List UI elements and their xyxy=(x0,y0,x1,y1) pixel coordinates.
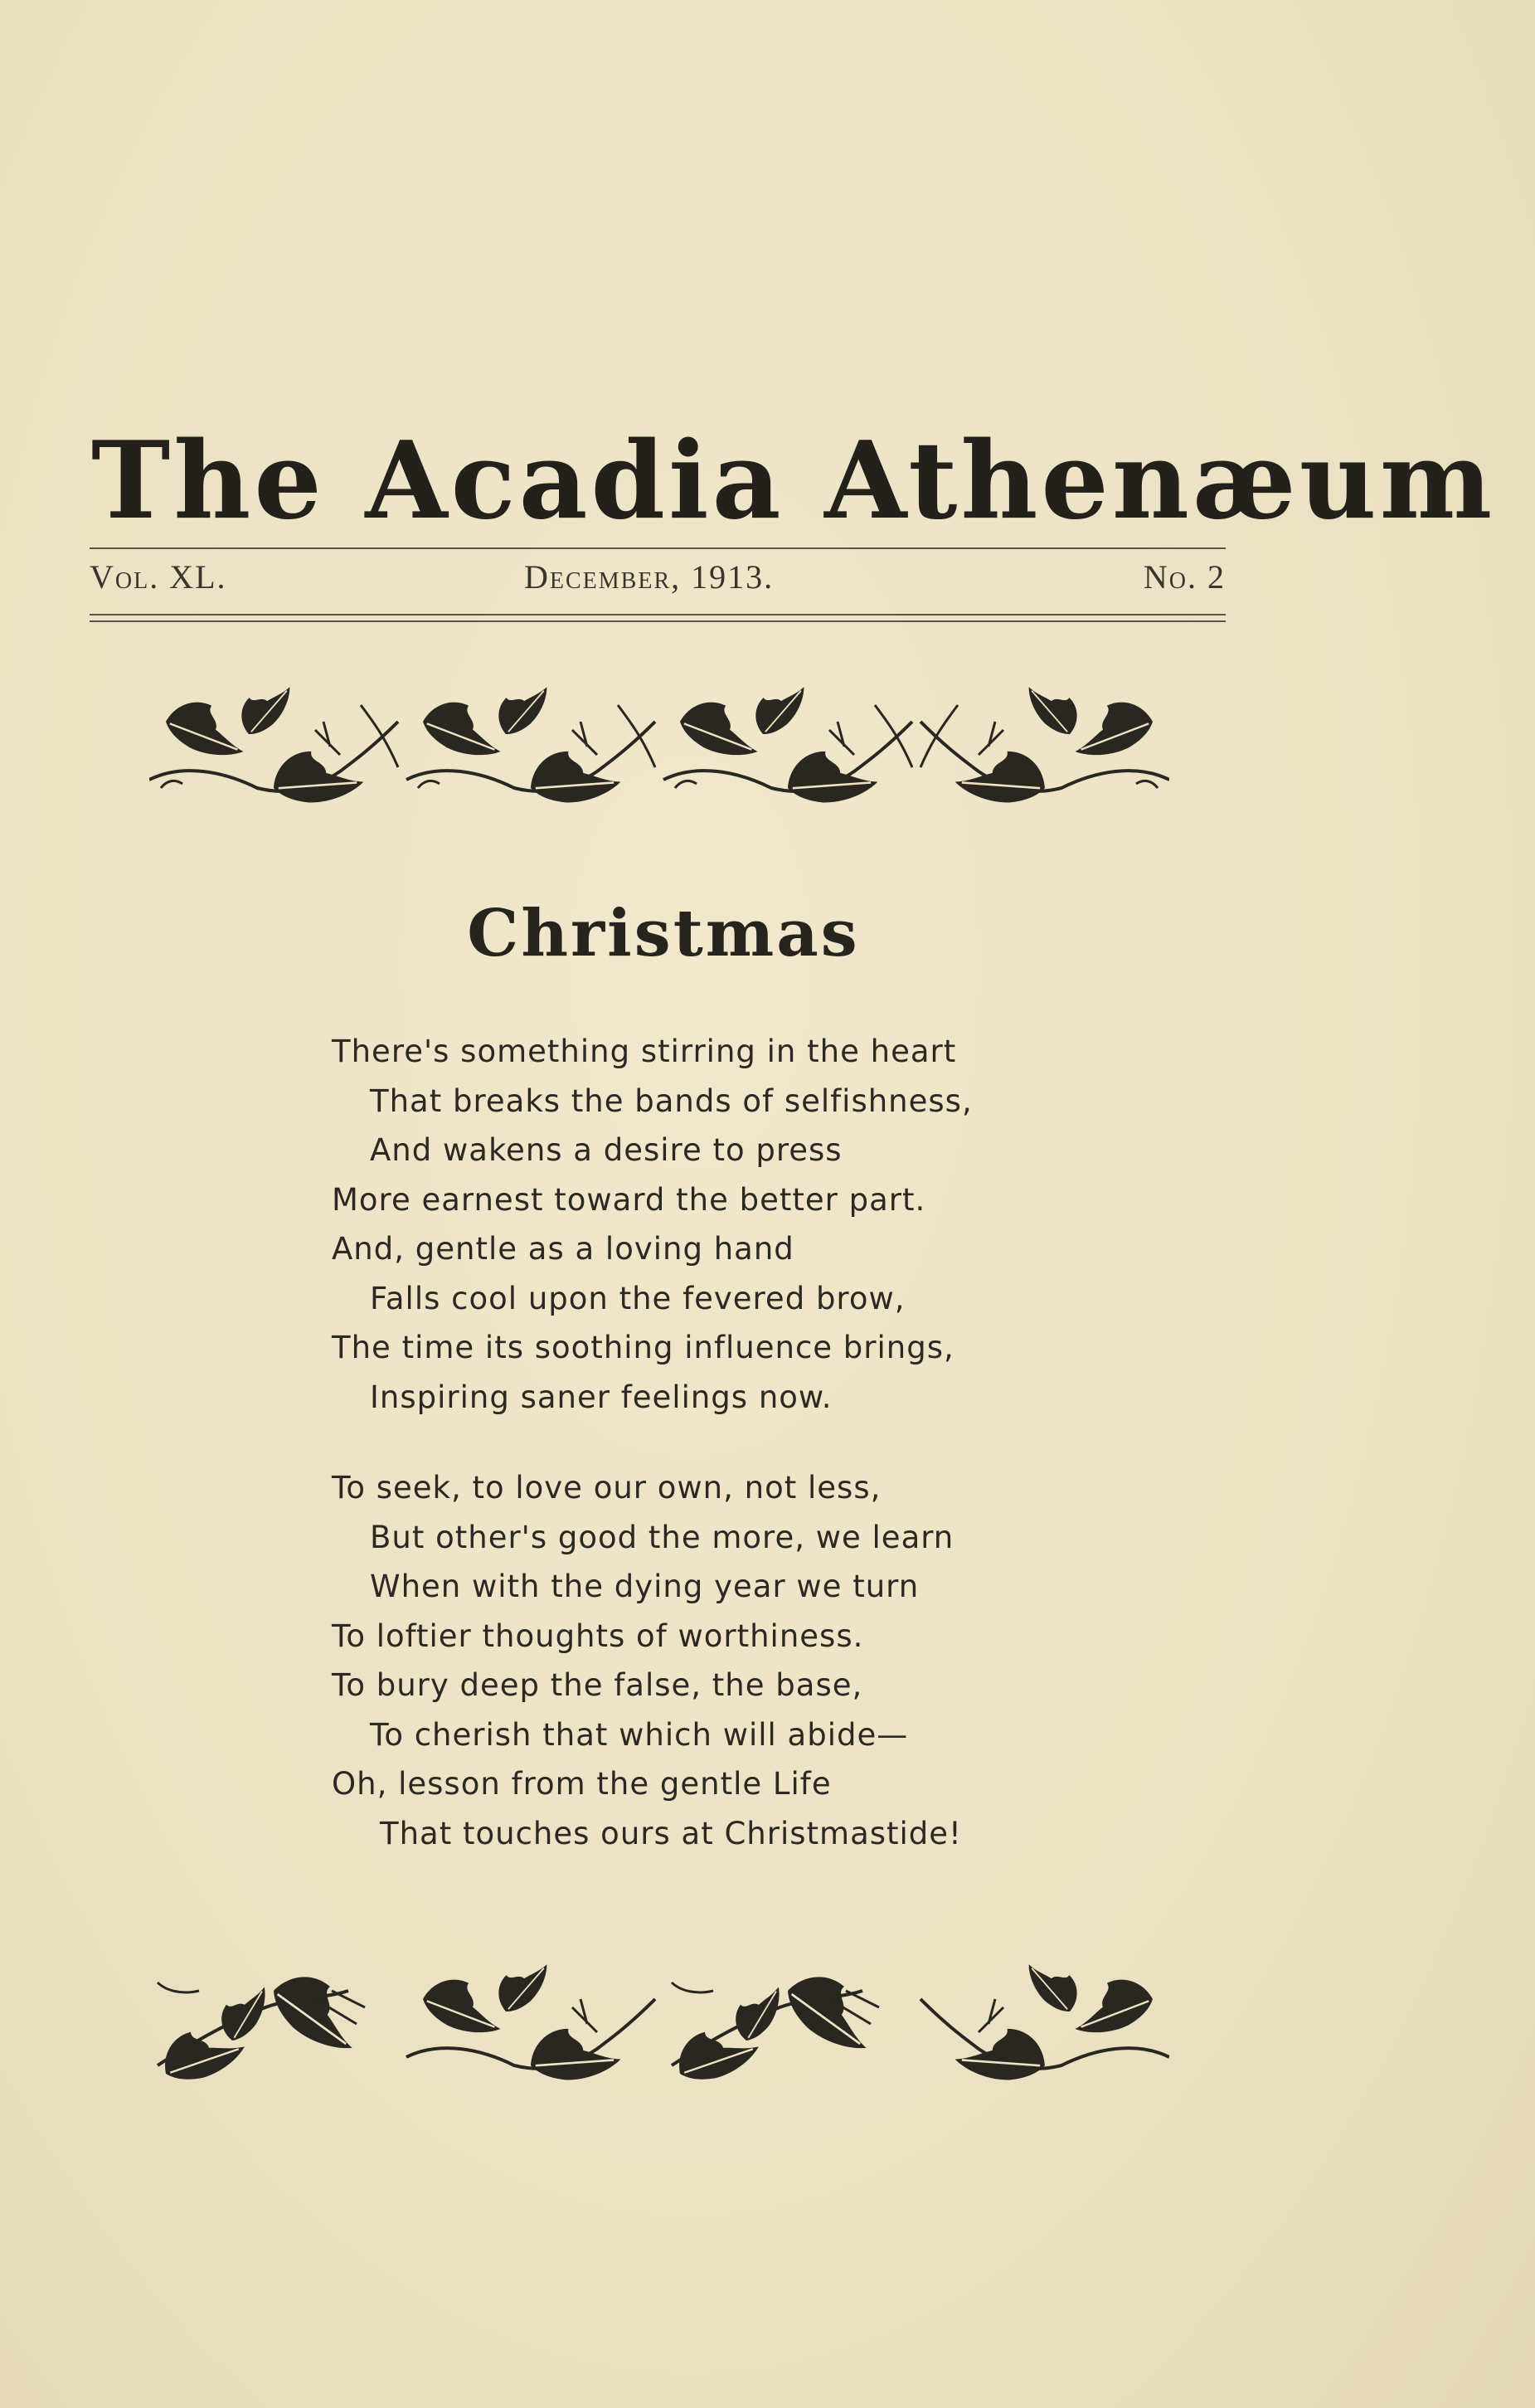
poem-line: That touches ours at Christmastide! xyxy=(380,1815,962,1851)
poem-line: That breaks the bands of selfishness, xyxy=(370,1082,973,1119)
poem-line: To bury deep the false, the base, xyxy=(332,1667,863,1703)
poem-title: Christmas xyxy=(467,896,860,971)
poem-line: Oh, lesson from the gentle Life xyxy=(332,1766,832,1802)
masthead-title: The Acadia Athenæum xyxy=(91,419,1496,543)
double-rule-upper xyxy=(90,614,1226,615)
poem-line: The time its soothing influence brings, xyxy=(332,1330,955,1365)
poem-line: There's something stirring in the heart xyxy=(332,1034,957,1069)
poem-line: And wakens a desire to press xyxy=(370,1132,843,1168)
poem-line: More earnest toward the better part. xyxy=(332,1181,926,1218)
poem-body xyxy=(332,1027,1161,1858)
holly-border-icon xyxy=(149,1958,1169,2090)
masthead-rule xyxy=(90,547,1226,549)
poem-line: When with the dying year we turn xyxy=(370,1569,920,1604)
stanza-break xyxy=(332,1422,1161,1463)
poem-line: Inspiring saner feelings now. xyxy=(370,1379,833,1415)
poem-line: And, gentle as a loving hand xyxy=(332,1231,794,1267)
issue-date: December, 1913. xyxy=(524,558,775,596)
volume-label: Vol. XL. xyxy=(90,558,227,596)
issue-line xyxy=(90,557,1226,607)
poem-line: Falls cool upon the fevered brow, xyxy=(370,1280,906,1316)
holly-border-icon xyxy=(149,680,1169,813)
poem-line: To cherish that which will abide— xyxy=(370,1716,909,1753)
poem-line: But other's good the more, we learn xyxy=(370,1519,955,1555)
issue-number: No. 2 xyxy=(1143,558,1226,596)
poem-line: To seek, to love our own, not less, xyxy=(332,1470,882,1506)
double-rule-lower xyxy=(90,620,1226,622)
poem-line: To loftier thoughts of worthiness. xyxy=(332,1617,864,1654)
